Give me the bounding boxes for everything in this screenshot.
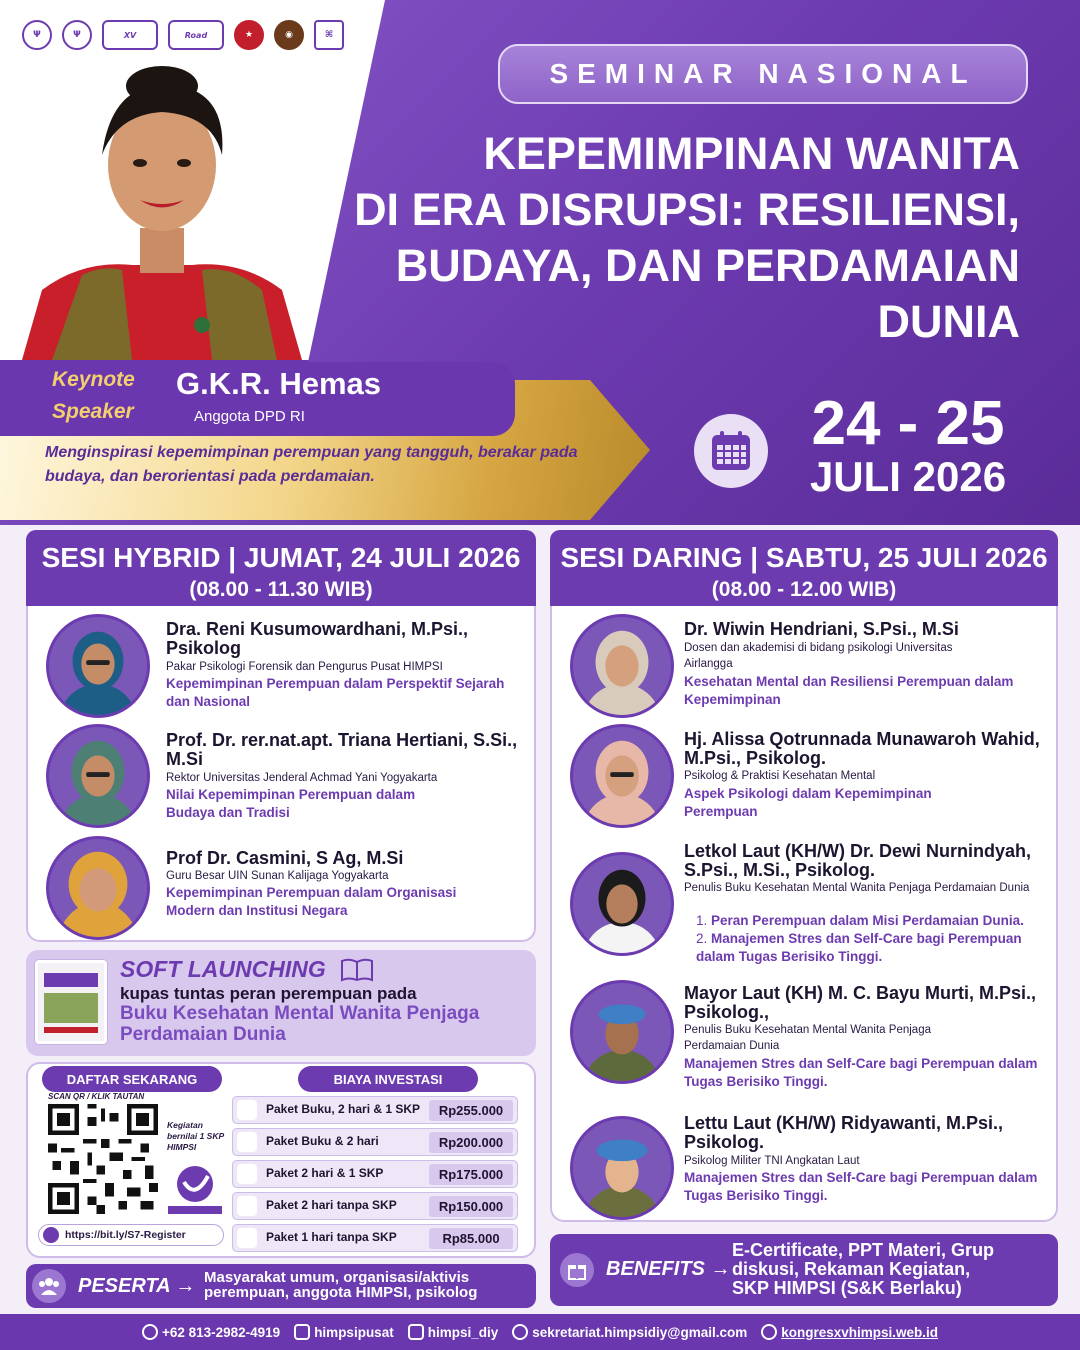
speaker-topic: Manajemen Stres dan Self-Care bagi Perempuan dalam Tugas Berisiko Tinggi. (684, 1056, 1038, 1089)
participants-label: PESERTA → (78, 1275, 196, 1297)
speaker-role: Psikolog & Praktisi Kesehatan Mental (684, 770, 876, 782)
participants-text: perempuan, anggota HIMPSI, psikolog (204, 1284, 478, 1301)
contact-footer (0, 1314, 1080, 1350)
keynote-label (52, 364, 135, 428)
title-line: DUNIA (877, 296, 1020, 347)
instagram-contact[interactable] (294, 1324, 394, 1340)
link-icon (43, 1227, 59, 1243)
price-label: Paket 2 hari tanpa SKP (266, 1198, 397, 1212)
person-icon (237, 1100, 257, 1120)
calendar-icon (694, 414, 768, 488)
price-row (232, 1192, 518, 1220)
globe-icon (761, 1324, 777, 1340)
website-link[interactable]: kongresxvhimpsi.web.id (781, 1324, 939, 1340)
speaker-topic-2: 2. Manajemen Stres dan Self-Care bagi Perempuan dalam Tugas Berisiko Tinggi. (696, 931, 1022, 964)
hybrid-session-header (26, 530, 536, 608)
price-value: Rp175.000 (429, 1164, 513, 1185)
phone-contact[interactable] (142, 1324, 280, 1340)
speaker-avatar (570, 852, 674, 956)
speaker-topic: Kesehatan Mental dan Resiliensi Perempuan dalam Kepemimpinan (684, 674, 1014, 707)
hybrid-session-time: (08.00 - 11.30 WIB) (189, 578, 373, 601)
speaker-topic: Aspek Psikologi dalam Kepemimpinan Perempuan (684, 786, 932, 819)
instagram-icon (294, 1324, 310, 1340)
speaker-topic: Kepemimpinan Perempuan dalam Perspektif Sejarah dan Nasional (166, 676, 505, 709)
soft-launching-subtitle: kupas tuntas peran perempuan pada (120, 984, 417, 1003)
event-month-year: JULI 2026 (809, 453, 1007, 500)
title-line: DI ERA DISRUPSI: RESILIENSI, (354, 184, 1020, 235)
partner-logo: ⌘ (314, 20, 344, 50)
email-address[interactable]: sekretariat.himpsidiy@gmail.com (532, 1324, 748, 1340)
benefits-text: SKP HIMPSI (S&K Berlaku) (732, 1278, 962, 1298)
event-title (320, 126, 1020, 350)
title-line: KEPEMIMPINAN WANITA (483, 128, 1020, 179)
speaker-avatar (46, 836, 150, 940)
himpsi-logo: Ψ (22, 20, 52, 50)
speaker-topic: Kepemimpinan Perempuan dalam Organisasi Modern dan Institusi Negara (166, 885, 457, 918)
speaker-avatar (46, 724, 150, 828)
speaker-role: Pakar Psikologi Forensik dan Pengurus Pusat HIMPSI (166, 661, 443, 673)
speaker-role: Penulis Buku Kesehatan Mental Wanita Penjaga Perdamaian Dunia (684, 1024, 931, 1052)
speaker-name: Letkol Laut (KH/W) Dr. Dewi Nurnindyah, S.Psi., M.Si., Psikolog. (684, 841, 1032, 880)
speaker-role: Dosen dan akademisi di bidang psikologi Universitas Airlangga (684, 642, 953, 670)
keynote-role: Anggota DPD RI (194, 408, 305, 425)
price-value: Rp200.000 (429, 1132, 513, 1153)
speaker-topic-text: Manajemen Stres dan Self-Care bagi Perempuan dalam Tugas Berisiko Tinggi. (696, 931, 1022, 964)
price-row (232, 1128, 518, 1156)
speaker-role: Guru Besar UIN Sunan Kalijaga Yogyakarta (166, 870, 389, 882)
instagram-handle[interactable]: himpsi_diy (427, 1324, 499, 1340)
keynote-portrait (22, 60, 302, 360)
register-heading: DAFTAR SEKARANG (42, 1066, 222, 1092)
speaker-name: Hj. Alissa Qotrunnada Munawaroh Wahid, M.Psi., Psikolog. (684, 729, 1040, 768)
daring-session-header (550, 530, 1058, 608)
instagram-icon (408, 1324, 424, 1340)
benefits-label: BENEFITS → (606, 1258, 731, 1280)
speaker-role: Penulis Buku Kesehatan Mental Wanita Penjaga Perdamaian Dunia (684, 882, 1030, 894)
speaker-avatar (570, 724, 674, 828)
register-link[interactable] (38, 1224, 224, 1246)
people-icon (32, 1269, 66, 1303)
himpsi-diy-logo: Ψ (62, 20, 92, 50)
speaker-topic-1: 1. Peran Perempuan dalam Misi Perdamaian Dunia. (696, 913, 1024, 928)
instagram-contact[interactable] (408, 1324, 499, 1340)
speaker-avatar (570, 1116, 674, 1220)
skp-certification-logo (164, 1160, 226, 1218)
speaker-avatar (570, 614, 674, 718)
price-label: Paket 1 hari tanpa SKP (266, 1230, 397, 1244)
speaker-name: Prof. Dr. rer.nat.apt. Triana Hertiani, S.Si., M.Si (166, 730, 518, 769)
speaker-topic-text: Peran Perempuan dalam Misi Perdamaian Dunia. (711, 913, 1024, 928)
soft-launching-book-title: Buku Kesehatan Mental Wanita Penjaga Perdamaian Dunia (120, 1003, 480, 1045)
congress-logo: XV (102, 20, 158, 50)
seminar-label: SEMINAR NASIONAL (498, 44, 1028, 104)
speaker-role: Rektor Universitas Jenderal Achmad Yani Yogyakarta (166, 772, 438, 784)
price-label: Paket Buku, 2 hari & 1 SKP (266, 1102, 421, 1116)
participants-text: Masyarakat umum, organisasi/aktivis (204, 1269, 470, 1286)
phone-number[interactable]: +62 813-2982-4919 (161, 1324, 281, 1340)
speaker-name: Mayor Laut (KH) M. C. Bayu Murti, M.Psi., Psikolog., (684, 983, 1037, 1022)
speaker-topic: Manajemen Stres dan Self-Care bagi Perempuan dalam Tugas Berisiko Tinggi. (684, 1170, 1038, 1203)
daring-session-title: SESI DARING | SABTU, 25 JULI 2026 (560, 542, 1048, 573)
keynote-name: G.K.R. Hemas (176, 366, 382, 401)
speaker-name: Dra. Reni Kusumowardhani, M.Psi., Psikolog (166, 619, 469, 658)
email-icon (512, 1324, 528, 1340)
road-to-congress-logo: Road (168, 20, 224, 50)
price-row (232, 1160, 518, 1188)
scan-label: SCAN QR / KLIK TAUTAN (48, 1092, 145, 1101)
dpd-logo: ★ (234, 20, 264, 50)
skp-note: Kegiatan bernilai 1 SKP HIMPSI (167, 1120, 224, 1152)
qr-code[interactable] (48, 1104, 158, 1214)
event-days: 24 - 25 (811, 389, 1005, 458)
speaker-name: Dr. Wiwin Hendriani, S.Psi., M.Si (684, 619, 959, 639)
benefits-text: E-Certificate, PPT Materi, Grup (732, 1240, 995, 1260)
person-icon (237, 1164, 257, 1184)
person-icon (237, 1196, 257, 1216)
title-line: BUDAYA, DAN PERDAMAIAN (395, 240, 1020, 291)
keynote-label-line: Keynote (52, 368, 135, 391)
price-value: Rp150.000 (429, 1196, 513, 1217)
price-row (232, 1096, 518, 1124)
price-label: Paket Buku & 2 hari (266, 1134, 379, 1148)
speaker-name: Prof Dr. Casmini, S Ag, M.Si (166, 848, 404, 868)
price-row (232, 1224, 518, 1252)
daring-session-time: (08.00 - 12.00 WIB) (711, 578, 897, 601)
person-icon (237, 1132, 257, 1152)
email-contact[interactable] (512, 1324, 747, 1340)
gift-icon (560, 1253, 594, 1287)
logo-row (22, 20, 344, 50)
person-icon (237, 1228, 257, 1248)
hybrid-session-title: SESI HYBRID | JUMAT, 24 JULI 2026 (41, 542, 521, 573)
benefits-text: diskusi, Rekaman Kegiatan, (732, 1259, 971, 1279)
pricing-heading: BIAYA INVESTASI (298, 1066, 478, 1092)
whatsapp-icon (142, 1324, 158, 1340)
book-cover-image (35, 960, 107, 1044)
speaker-avatar (46, 614, 150, 718)
speaker-role: Psikolog Militer TNI Angkatan Laut (684, 1155, 860, 1167)
speaker-name: Lettu Laut (KH/W) Ridyawanti, M.Psi., Psikolog. (684, 1113, 1003, 1152)
website-contact[interactable] (761, 1324, 938, 1340)
speaker-avatar (570, 980, 674, 1084)
soft-launching-title: SOFT LAUNCHING (120, 956, 326, 982)
price-label: Paket 2 hari & 1 SKP (266, 1166, 384, 1180)
book-icon (340, 958, 374, 982)
speaker-topic: Nilai Kepemimpinan Perempuan dalam Budaya dan Tradisi (166, 787, 416, 820)
instagram-handle[interactable]: himpsipusat (314, 1324, 394, 1340)
keynote-label-line: Speaker (52, 400, 134, 423)
keynote-tagline: Menginspirasi kepemimpinan perempuan yang tangguh, berakar pada budaya, dan berorientasi pada perdamaian. (45, 444, 578, 485)
university-logo: ◉ (274, 20, 304, 50)
register-link-text[interactable]: https://bit.ly/S7-Register (65, 1229, 186, 1241)
price-value: Rp85.000 (429, 1228, 513, 1249)
price-value: Rp255.000 (429, 1100, 513, 1121)
